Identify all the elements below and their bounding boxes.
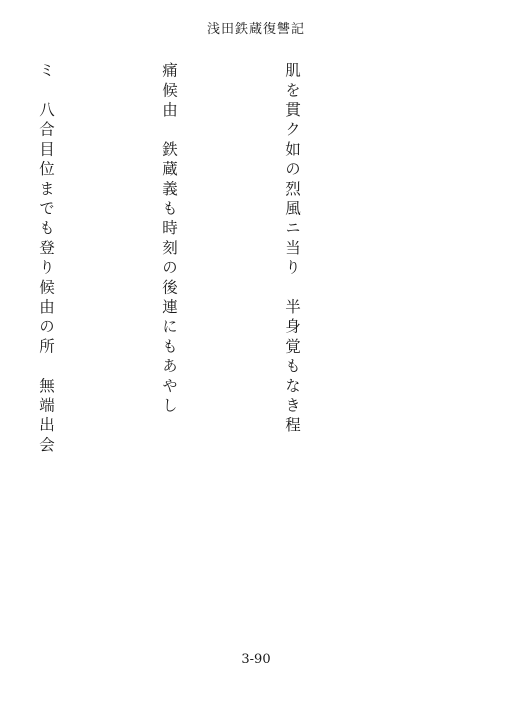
text-line-1: 肌を貫ク如の烈風ニ当り 半身覚もなき程 [283, 62, 301, 437]
vertical-text-body [0, 62, 394, 502]
page-title: 浅田鉄蔵復讐記 [206, 22, 305, 37]
page-number: 3-90 [241, 652, 271, 667]
text-line-2: 痛候由 鉄蔵義も時刻の後連にもあやし [160, 62, 178, 417]
text-line-3: ミ 八合目位までも登り候由の所 無端出会 [37, 62, 55, 456]
